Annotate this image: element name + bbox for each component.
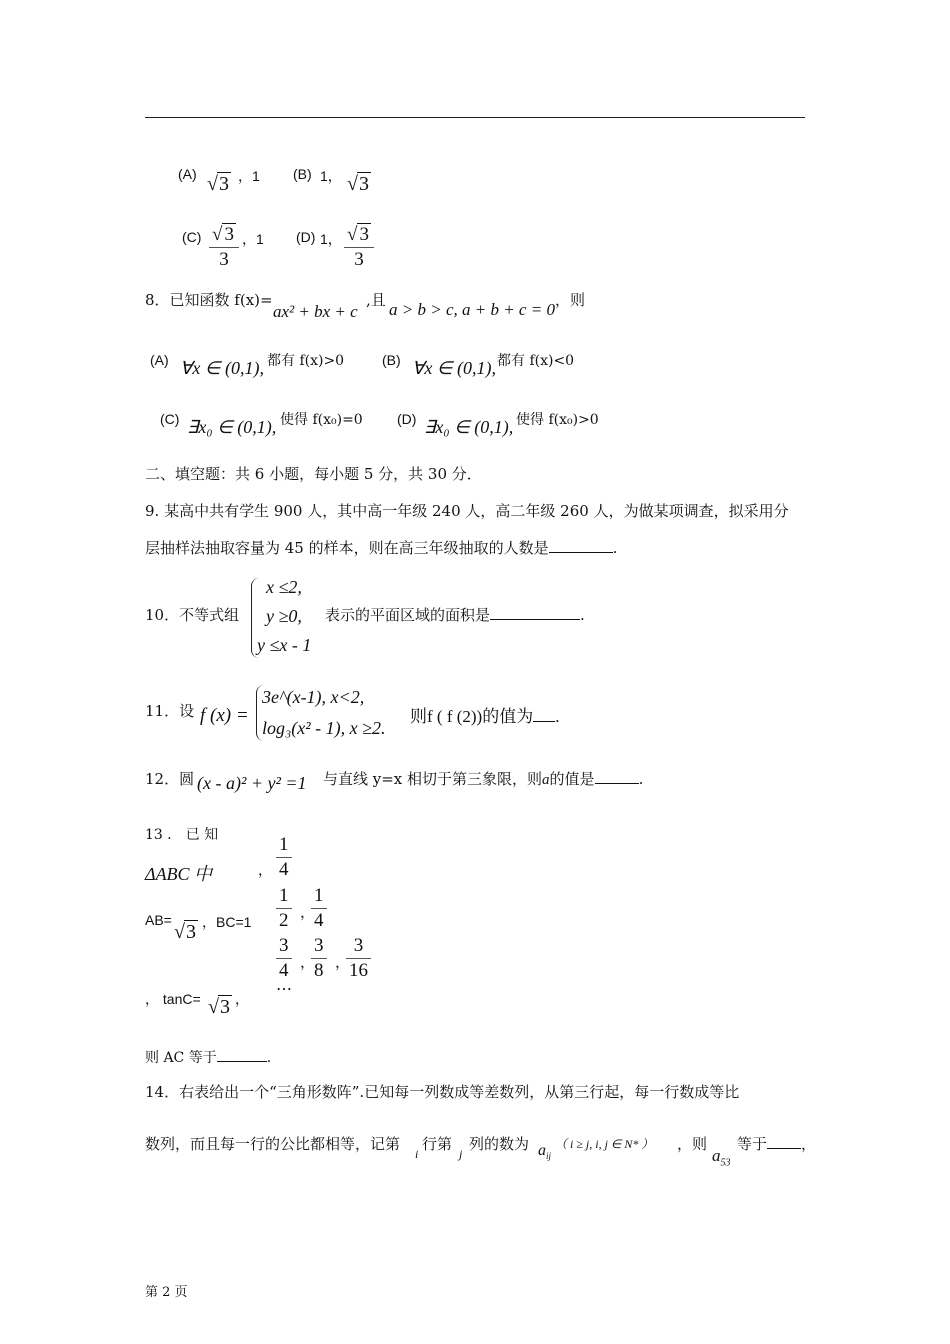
- array-fraction-r3-c3: 3 16: [346, 935, 371, 982]
- q11-suffix: 则f ( f (2))的值为 .: [410, 707, 560, 726]
- q13-line1: 13 ． 已 知: [145, 827, 219, 843]
- q8-option-c-text: 使得 f(x₀)=0: [280, 412, 363, 428]
- q8-option-a-label: (A): [150, 352, 169, 368]
- q7-option-a-tail: ，1: [238, 168, 260, 184]
- q7-option-d-head: 1，: [320, 231, 342, 247]
- q12-text: 与直线 y=x 相切于第三象限，则a的值是 .: [323, 770, 644, 788]
- q7-option-b-sqrt: √3: [347, 173, 369, 195]
- q12-answer-blank: [595, 769, 639, 784]
- q8-option-b-text: 都有 f(x)<0: [497, 353, 575, 369]
- array-fraction-r3-c2: 3 8: [311, 935, 327, 982]
- q8-option-d-text: 使得 f(x₀)>0: [516, 412, 599, 428]
- q13-ac-line: 则 AC 等于 .: [145, 1047, 271, 1067]
- q8-option-a-text: 都有 f(x)>0: [267, 353, 345, 369]
- q7-option-b-label: (B): [293, 166, 312, 182]
- q13-tanc-label: ， tanC=: [145, 991, 201, 1007]
- array-fraction-r3-c1: 3 4: [276, 935, 292, 982]
- q8-option-b-math: ∀x ∈ (0,1),: [412, 358, 496, 378]
- q13-comma: ，: [258, 863, 272, 879]
- q7-option-d-label: (D): [296, 229, 316, 245]
- q13-ab-label: AB=: [145, 912, 172, 928]
- q7-option-b-head: 1，: [320, 168, 342, 184]
- q8-tail: ，则: [555, 291, 586, 309]
- q14-a53: $a_{53}$: [712, 1146, 731, 1169]
- q8-and: ,且: [366, 291, 386, 309]
- array-separator: ，: [300, 903, 316, 921]
- q14-line2-row: 行第: [422, 1135, 453, 1153]
- q8-option-c-math: ∃x₀ ∈ (0,1),: [187, 417, 277, 437]
- q8-condition: a > b > c, a + b + c = 0: [389, 300, 555, 319]
- triangle-array-ellipsis: …: [276, 975, 292, 994]
- q8-function: ax² + bx + c: [273, 302, 358, 321]
- array-separator: ，: [300, 953, 316, 971]
- array-fraction-r2-c1: 1 2: [276, 885, 292, 932]
- q8-option-d-label: (D): [397, 411, 417, 427]
- q11-case2: log₃(x² - 1), x ≥2.: [262, 718, 386, 738]
- array-separator: ，: [335, 953, 351, 971]
- q7-option-a-label: (A): [178, 166, 197, 182]
- q13-ab-sqrt: √3: [174, 921, 196, 943]
- q13-triangle: ΔABC 中: [145, 864, 213, 884]
- q14-condition: （ i ≥ j, i, j ∈ N* ）: [555, 1137, 654, 1151]
- page-footer: 第 2 页: [145, 1285, 188, 1300]
- q10-row2: y ≥0,: [266, 606, 302, 626]
- q14-then: ，则: [677, 1135, 708, 1153]
- q8-option-d-math: ∃x₀ ∈ (0,1),: [424, 417, 514, 437]
- q8-prefix: 8．已知函数 f(x)=: [145, 291, 273, 309]
- q10-prefix: 10．不等式组: [145, 606, 240, 624]
- q7-option-c-tail: ，1: [242, 231, 264, 247]
- section-heading: 二、填空题：共 6 小题，每小题 5 分，共 30 分．: [145, 465, 482, 483]
- q13-tanc-comma: ，: [235, 991, 249, 1007]
- q10-row1: x ≤2,: [266, 577, 302, 597]
- q14-aij: $a_{ij}$: [538, 1142, 552, 1162]
- q9-line1: 9. 某高中共有学生 900 人，其中高一年级 240 人，高二年级 260 人，为做某项调查，拟采用分: [145, 502, 789, 520]
- array-fraction-r2-c2: 1 4: [311, 885, 327, 932]
- q12-prefix: 12．圆: [145, 770, 195, 788]
- header-rule: [145, 117, 805, 118]
- q7-option-a-sqrt: √3: [207, 173, 229, 195]
- q11-prefix: 11．设: [145, 702, 195, 720]
- q10-answer-blank: [490, 605, 580, 620]
- q11-case1: 3e^(x-1), x<2,: [262, 687, 365, 707]
- q11-function: f (x) =: [200, 705, 249, 726]
- q14-line2-start: 数列，而且每一行的公比都相等，记第: [145, 1135, 401, 1153]
- q11-answer-blank: [533, 707, 555, 722]
- q14-answer-blank: [767, 1134, 801, 1149]
- q14-line1: 14．右表给出一个“三角形数阵”.已知每一列数成等差数列，从第三行起，每一行数成等比: [145, 1083, 740, 1101]
- q14-i-variable: i: [415, 1147, 419, 1161]
- q8-option-b-label: (B): [382, 352, 401, 368]
- q7-option-c-label: (C): [182, 229, 202, 245]
- q10-suffix: 表示的平面区域的面积是 .: [325, 606, 585, 624]
- q8-option-c-label: (C): [160, 411, 180, 427]
- q8-option-a-math: ∀x ∈ (0,1),: [180, 358, 264, 378]
- q7-option-c-fraction: √ 3 3: [209, 224, 239, 271]
- q13-answer-blank: [217, 1047, 267, 1062]
- q13-tanc-sqrt: √3: [208, 996, 230, 1018]
- q14-equals: 等于 ，: [737, 1135, 817, 1153]
- q13-bc-label: ，BC=1: [202, 914, 252, 930]
- q9-answer-blank: [549, 538, 613, 553]
- array-fraction-r1-c1: 1 4: [276, 834, 292, 881]
- q14-j-variable: j: [459, 1147, 463, 1161]
- q12-circle-equation: (x - a)² + y² =1: [197, 773, 307, 793]
- q7-option-d-fraction: √ 3 3: [344, 224, 374, 271]
- q9-line2: 层抽样法抽取容量为 45 的样本，则在高三年级抽取的人数是 .: [145, 539, 618, 557]
- q10-row3: y ≤x - 1: [257, 635, 312, 655]
- q14-line2-col: 列的数为: [469, 1135, 530, 1153]
